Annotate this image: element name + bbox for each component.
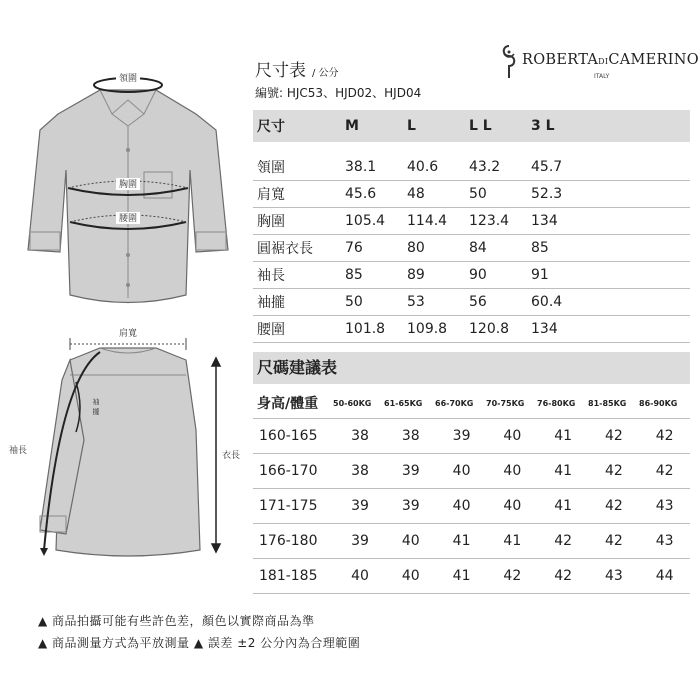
size-header-l: L — [407, 118, 416, 134]
waist-label: 腰圍 — [118, 214, 138, 224]
size-cell: 45.7 — [531, 159, 563, 175]
size-cell: 101.8 — [345, 321, 386, 337]
size-row — [253, 316, 690, 343]
chest-label: 胸圍 — [118, 180, 138, 190]
size-cell: 50 — [345, 294, 363, 310]
recommend-cell: 40 — [503, 498, 522, 514]
size-cell: 38.1 — [345, 159, 377, 175]
recommend-row — [253, 524, 690, 559]
recommend-row — [253, 489, 690, 524]
recommend-row-label: 160-165 — [259, 428, 318, 444]
recommend-cell: 40 — [351, 568, 369, 584]
weight-header-cell: 76-80KG — [537, 398, 576, 408]
size-row — [253, 289, 690, 316]
recommend-cell: 42 — [604, 428, 623, 444]
recommend-header-label: 身高/體重 — [257, 396, 319, 412]
sleeve-label: 袖長 — [8, 446, 28, 456]
size-cell: 89 — [407, 267, 425, 283]
size-cell: 114.4 — [407, 213, 448, 229]
size-cell: 43.2 — [469, 159, 501, 175]
size-cell: 85 — [345, 267, 363, 283]
recommend-cell: 39 — [351, 533, 369, 549]
brand-name — [522, 52, 699, 68]
recommend-cell: 42 — [655, 463, 674, 479]
page-title — [255, 56, 339, 81]
size-row — [253, 208, 690, 235]
recommend-cell: 41 — [554, 463, 573, 479]
size-header-label: 尺寸 — [257, 119, 285, 135]
note-measure: ▲ 商品測量方式為平放測量 ▲ 誤差 ±2 公分內為合理範圍 — [38, 636, 361, 650]
size-cell: 120.8 — [469, 321, 510, 337]
title-text: 尺寸表 — [255, 61, 306, 81]
recommend-table-header — [253, 388, 690, 419]
size-header-ll: L L — [469, 118, 492, 134]
recommend-cell: 39 — [401, 463, 420, 479]
recommend-row-label: 171-175 — [259, 498, 318, 514]
recommend-cell: 38 — [401, 428, 420, 444]
recommend-cell: 42 — [604, 463, 623, 479]
size-cell: 84 — [469, 240, 487, 256]
size-row-label: 腰圍 — [257, 322, 285, 338]
product-codes: 編號: HJC53、HJD02、HJD04 — [255, 86, 422, 100]
size-cell: 50 — [469, 186, 487, 202]
recommend-cell: 43 — [655, 533, 674, 549]
recommend-cell: 40 — [503, 428, 522, 444]
collar-label: 領圍 — [118, 74, 138, 84]
weight-header-cell: 81-85KG — [588, 398, 627, 408]
size-row — [253, 262, 690, 289]
size-row — [253, 154, 690, 181]
recommend-cell: 43 — [655, 498, 674, 514]
weight-header-cell: 70-75KG — [486, 398, 525, 408]
length-label: 衣長 — [221, 451, 241, 461]
size-cell: 48 — [407, 186, 425, 202]
size-cell: 123.4 — [469, 213, 510, 229]
size-row-label: 肩寬 — [257, 187, 285, 203]
recommend-cell: 42 — [503, 568, 522, 584]
recommend-row-label: 166-170 — [259, 463, 318, 479]
recommend-cell: 42 — [655, 428, 674, 444]
recommend-cell: 39 — [452, 428, 471, 444]
size-row — [253, 235, 690, 262]
weight-header-cell: 61-65KG — [384, 398, 423, 408]
recommend-cell: 42 — [554, 568, 573, 584]
recommend-row-label: 176-180 — [259, 533, 318, 549]
weight-header-cell: 66-70KG — [435, 398, 474, 408]
recommend-cell: 41 — [554, 498, 573, 514]
recommend-cell: 41 — [503, 533, 522, 549]
size-cell: 60.4 — [531, 294, 563, 310]
brand-sub: ITALY — [594, 73, 610, 80]
note-color: ▲ 商品拍攝可能有些許色差，顏色以實際商品為準 — [38, 614, 315, 628]
recommend-cell: 40 — [452, 463, 471, 479]
size-row-label: 圓裾衣長 — [257, 241, 313, 257]
size-cell: 80 — [407, 240, 425, 256]
size-cell: 105.4 — [345, 213, 386, 229]
size-cell: 109.8 — [407, 321, 448, 337]
recommend-cell: 44 — [655, 568, 674, 584]
brand-logo-icon — [500, 44, 518, 80]
recommend-row — [253, 454, 690, 489]
recommend-cell: 39 — [351, 498, 369, 514]
recommend-cell: 43 — [604, 568, 623, 584]
size-table — [253, 110, 690, 343]
recommend-cell: 42 — [554, 533, 573, 549]
recommend-cell: 41 — [554, 428, 573, 444]
size-row — [253, 181, 690, 208]
title-unit: / 公分 — [312, 68, 339, 79]
cuff-label-char-1: 袖 — [92, 398, 100, 406]
weight-header-cell: 50-60KG — [333, 398, 372, 408]
size-cell: 134 — [531, 321, 558, 337]
size-cell: 52.3 — [531, 186, 563, 202]
shirt-front-diagram — [0, 60, 250, 315]
size-cell: 90 — [469, 267, 487, 283]
size-cell: 76 — [345, 240, 363, 256]
size-header-m: M — [345, 118, 359, 134]
recommend-cell: 41 — [452, 568, 471, 584]
size-cell: 91 — [531, 267, 549, 283]
recommend-cell: 40 — [401, 568, 420, 584]
recommend-cell: 39 — [401, 498, 420, 514]
recommend-cell: 42 — [604, 533, 623, 549]
size-cell: 45.6 — [345, 186, 377, 202]
recommend-row — [253, 559, 690, 594]
shoulder-label: 肩寬 — [118, 329, 138, 339]
brand-name-di: DI — [598, 57, 609, 66]
recommend-title: 尺碼建議表 — [253, 352, 690, 384]
size-cell: 134 — [531, 213, 558, 229]
size-table-body — [253, 154, 690, 343]
size-row-label: 袖攏 — [257, 295, 285, 311]
recommend-row — [253, 419, 690, 454]
cuff-label-char-2: 攏 — [92, 408, 100, 416]
brand-name-left: ROBERTA — [522, 52, 599, 68]
size-row-label: 胸圍 — [257, 214, 285, 230]
weight-header-cell: 86-90KG — [639, 398, 678, 408]
size-cell: 53 — [407, 294, 425, 310]
recommend-row-label: 181-185 — [259, 568, 318, 584]
shirt-back-diagram — [0, 320, 250, 570]
recommend-cell: 38 — [351, 463, 369, 479]
recommend-cell: 41 — [452, 533, 471, 549]
size-cell: 56 — [469, 294, 487, 310]
recommend-cell: 40 — [503, 463, 522, 479]
size-cell: 40.6 — [407, 159, 439, 175]
recommend-cell: 40 — [401, 533, 420, 549]
recommend-cell: 40 — [452, 498, 471, 514]
recommend-cell: 38 — [351, 428, 369, 444]
size-row-label: 領圍 — [257, 160, 285, 176]
size-row-label: 袖長 — [257, 268, 285, 284]
size-table-header — [253, 110, 690, 142]
recommend-table — [253, 388, 690, 594]
size-header-3l: 3 L — [531, 118, 555, 134]
size-cell: 85 — [531, 240, 549, 256]
brand-name-right: CAMERINO — [608, 52, 699, 68]
recommend-cell: 42 — [604, 498, 623, 514]
recommend-table-body — [253, 419, 690, 594]
